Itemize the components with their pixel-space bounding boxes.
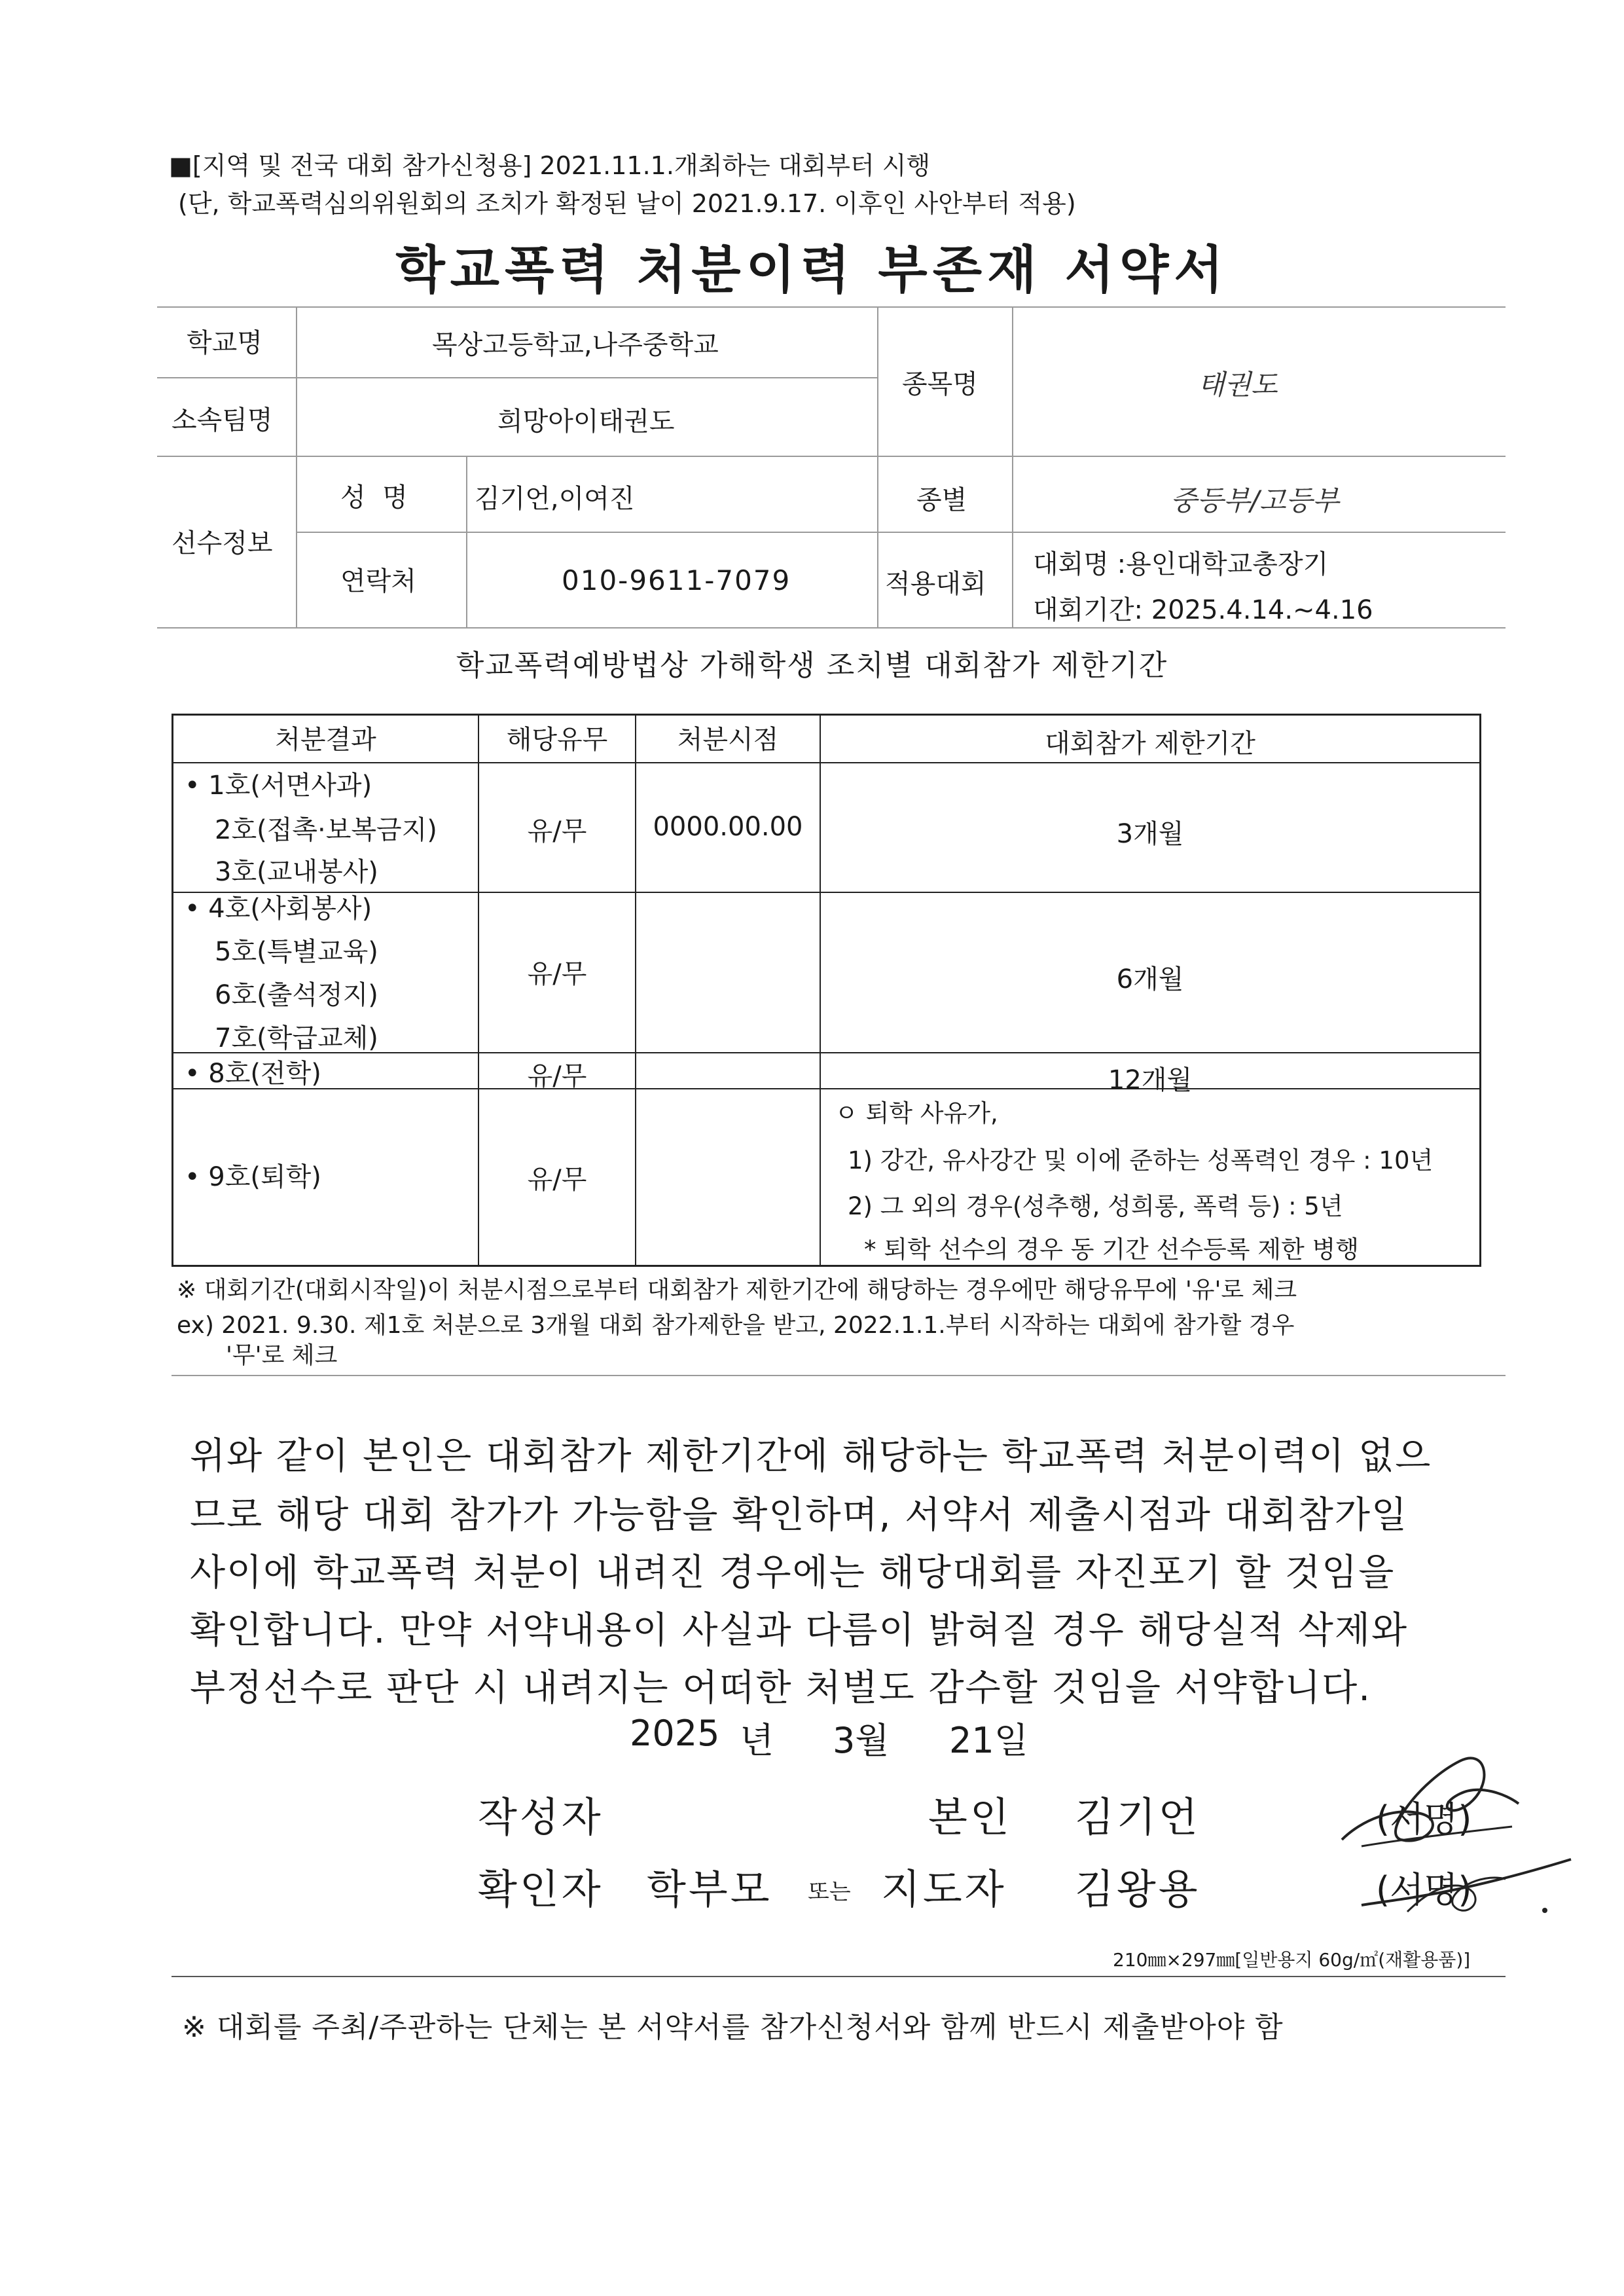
competition-label: 적용대회 <box>885 569 986 599</box>
paper-spec: 210㎜×297㎜[일반용지 60g/㎡(재활용품)] <box>1113 1949 1471 1971</box>
row1-period: 3개월 <box>1116 819 1184 849</box>
team-label: 소속팀명 <box>171 405 273 435</box>
info-mid-col-line <box>877 456 878 627</box>
restriction-col2-line <box>635 714 636 1267</box>
team-value: 희망아이태권도 <box>497 407 675 437</box>
coach-label: 지도자 <box>881 1865 1007 1913</box>
pledge-line-2: 므로 해당 대회 참가가 가능함을 확인하며, 서약서 제출시점과 대회참가일 <box>190 1494 1409 1537</box>
date-month: 3월 <box>833 1720 890 1761</box>
player-info-label: 선수정보 <box>171 528 273 558</box>
school-label: 학교명 <box>187 328 262 358</box>
info-mid-border <box>157 456 1506 457</box>
parent-label: 학부모 <box>647 1865 772 1913</box>
row3-period: 12개월 <box>1108 1065 1193 1095</box>
or-label: 또는 <box>808 1879 851 1905</box>
self-label: 본인 <box>928 1793 1012 1841</box>
row4-applicable: 유/무 <box>527 1165 587 1195</box>
info-top-border <box>157 306 1506 308</box>
event-label: 종목명 <box>902 369 978 399</box>
restriction-table-left <box>171 714 173 1267</box>
restriction-header-divider <box>171 762 1481 763</box>
confirmer-label: 확인자 <box>478 1865 604 1913</box>
name-label: 성 명 <box>340 483 408 513</box>
row2-action-2: 5호(특별교육) <box>215 937 378 967</box>
school-value: 목상고등학교,나주중학교 <box>432 330 719 360</box>
info-right-label-col-line <box>1012 306 1013 627</box>
document-title: 학교폭력 처분이력 부존재 서약서 <box>395 241 1229 300</box>
pledge-line-3: 사이에 학교폭력 처분이 내려진 경우에는 해당대회를 자진포기 할 것임을 <box>190 1552 1396 1594</box>
name-value: 김기언,이여진 <box>475 484 635 514</box>
col-header-date: 처분시점 <box>677 725 779 755</box>
restriction-note-2: ex) 2021. 9.30. 제1호 처분으로 3개월 대회 참가제한을 받고, 2022.1.1.부터 시작하는 대회에 참가할 경우 <box>177 1312 1295 1339</box>
date-year: 2025 <box>630 1713 720 1754</box>
notes-bottom-border <box>171 1375 1506 1376</box>
competition-name: 대회명 :용인대학교총장기 <box>1033 549 1329 579</box>
info-value-col-line-top <box>877 306 878 456</box>
row4-period-line-2: 1) 강간, 유사강간 및 이에 준하는 성폭력인 경우 : 10년 <box>848 1146 1434 1175</box>
restriction-heading: 학교폭력예방법상 가해학생 조치별 대회참가 제한기간 <box>456 649 1168 682</box>
date-day: 21일 <box>949 1720 1028 1761</box>
division-value: 중등부/고등부 <box>1170 484 1339 517</box>
row2-action-4: 7호(학급교체) <box>215 1023 378 1053</box>
coach-sign-label: (서명) <box>1376 1869 1472 1910</box>
date-year-unit: 년 <box>740 1720 774 1761</box>
row2-applicable: 유/무 <box>527 959 587 989</box>
header-line-1: ■[지역 및 전국 대회 참가신청용] 2021.11.1.개최하는 대회부터 시행 <box>169 151 931 180</box>
pledge-line-4: 확인합니다. 만약 서약내용이 사실과 다름이 밝혀질 경우 해당실적 삭제와 <box>190 1609 1409 1652</box>
pledge-line-1: 위와 같이 본인은 대회참가 제한기간에 해당하는 학교폭력 처분이력이 없으 <box>190 1435 1432 1478</box>
pledge-line-5: 부정선수로 판단 시 내려지는 어떠한 처벌도 감수할 것임을 서약합니다. <box>190 1667 1371 1709</box>
row1-action-1: • 1호(서면사과) <box>185 771 372 801</box>
row3-action-1: • 8호(전학) <box>185 1059 321 1089</box>
col-header-result: 처분결과 <box>275 725 376 755</box>
row2-action-3: 6호(출석정지) <box>215 980 378 1010</box>
row1-applicable: 유/무 <box>527 816 587 847</box>
footer-note: ※ 대회를 주최/주관하는 단체는 본 서약서를 참가신청서와 함께 반드시 제출받아야 함 <box>182 2011 1284 2044</box>
event-value: 태권도 <box>1198 369 1278 401</box>
row4-period-line-3: 2) 그 외의 경우(성추행, 성희롱, 폭력 등) : 5년 <box>848 1192 1343 1220</box>
row4-period-line-4: * 퇴학 선수의 경우 동 기간 선수등록 제한 병행 <box>864 1235 1359 1264</box>
restriction-note-3: '무'로 체크 <box>226 1342 338 1369</box>
contact-label: 연락처 <box>340 566 416 596</box>
writer-name: 김기언 <box>1075 1793 1200 1841</box>
coach-signature-icon <box>1348 1833 1584 1938</box>
row1-date: 0000.00.00 <box>653 812 803 842</box>
row3-applicable: 유/무 <box>527 1061 587 1091</box>
row4-action-1: • 9호(퇴학) <box>185 1162 321 1192</box>
info-bottom-border <box>157 627 1506 629</box>
paper-spec-line <box>171 1976 1506 1977</box>
restriction-table-right <box>1479 714 1481 1267</box>
info-label-col-line <box>296 306 297 627</box>
row2-action-1: • 4호(사회봉사) <box>185 894 372 924</box>
contact-value: 010-9611-7079 <box>562 564 791 596</box>
info-school-divider <box>157 377 877 378</box>
writer-label: 작성자 <box>478 1793 604 1841</box>
col-header-period: 대회참가 제한기간 <box>1045 729 1255 759</box>
row4-period-line-1: ㅇ 퇴학 사유가, <box>835 1099 998 1127</box>
coach-name: 김왕용 <box>1075 1865 1200 1913</box>
restriction-table-bottom <box>171 1265 1481 1267</box>
info-division-divider <box>877 532 1506 533</box>
row1-action-2: 2호(접촉·보복금지) <box>215 815 437 845</box>
writer-sign-label: (서명) <box>1376 1798 1472 1840</box>
info-sublabel-col-line <box>466 456 467 627</box>
header-line-2: (단, 학교폭력심의위원회의 조치가 확정된 날이 2021.9.17. 이후인 사안부터 적용) <box>178 189 1076 218</box>
col-header-applicable: 해당유무 <box>506 725 608 755</box>
restriction-note-1: ※ 대회기간(대회시작일)이 처분시점으로부터 대회참가 제한기간에 해당하는 경우에만 해당유무에 '유'로 체크 <box>177 1277 1297 1303</box>
row1-action-3: 3호(교내봉사) <box>215 857 378 887</box>
division-label: 종별 <box>916 485 967 515</box>
competition-period: 대회기간: 2025.4.14.~4.16 <box>1033 595 1373 625</box>
restriction-table-top <box>171 714 1481 716</box>
row2-period: 6개월 <box>1116 964 1184 994</box>
